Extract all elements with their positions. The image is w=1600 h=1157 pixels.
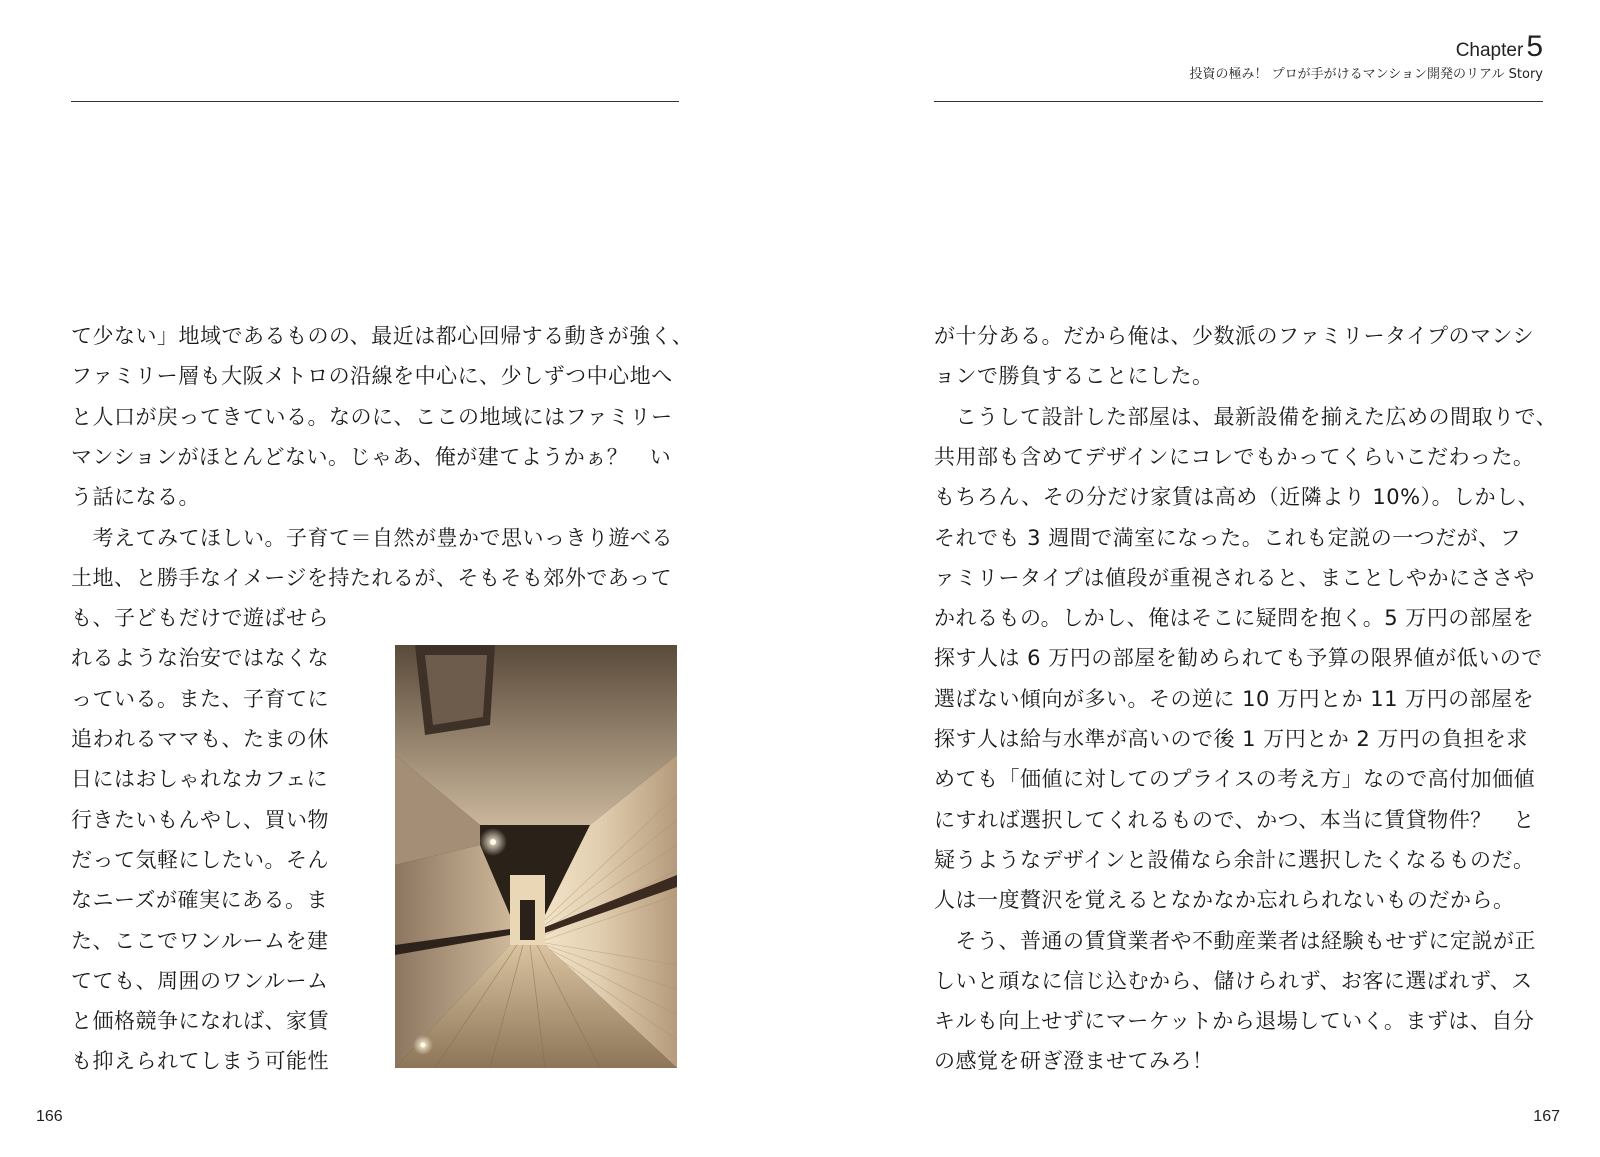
chapter-heading — [1456, 30, 1543, 64]
text-line: と人口が戻ってきている。なのに、ここの地域にはファミリー — [71, 404, 673, 429]
text-line: 行きたいもんやし、買い物 — [71, 807, 329, 832]
chapter-word: Chapter — [1455, 40, 1524, 61]
text-line: 探す人は 6 万円の部屋を勧められても予算の限界値が低いので — [934, 646, 1543, 671]
text-line: にすれば選択してくれるもので、かつ、本当に賃貸物件？ と — [934, 807, 1535, 832]
text-line: こうして設計した部屋は、最新設備を揃えた広めの間取りで、 — [934, 404, 1558, 429]
text-line: 疑うようなデザインと設備なら余計に選択したくなるものだ。 — [934, 847, 1535, 872]
header-rule-left — [71, 101, 679, 102]
corridor-photo — [395, 645, 677, 1068]
text-line: 探す人は給与水準が高いので後 1 万円とか 2 万円の負担を求 — [934, 727, 1528, 751]
text-line: 共用部も含めてデザインにコレでもかってくらいこだわった。 — [934, 444, 1535, 469]
text-line: の感覚を研ぎ澄ませてみろ！ — [934, 1049, 1214, 1074]
text-line: 選ばない傾向が多い。その逆に 10 万円とか 11 万円の部屋を — [934, 686, 1535, 711]
header-rule-right — [934, 101, 1543, 102]
text-line: しいと頑なに信じ込むから、儲けられず、お客に選ばれず、ス — [934, 968, 1533, 993]
text-line: なニーズが確実にある。ま — [71, 888, 328, 913]
text-line: めても「価値に対してのプライスの考え方」なので高付加価値 — [934, 767, 1536, 792]
text-line: う話になる。 — [71, 485, 200, 510]
text-line: が十分ある。だから俺は、少数派のファミリータイプのマンシ — [934, 324, 1535, 348]
text-line: と価格競争になれば、家賃 — [71, 1009, 329, 1034]
text-line: ョンで勝負することにした。 — [934, 364, 1214, 389]
text-line: た、ここでワンルームを建 — [71, 928, 329, 953]
text-line: て少ない」地域であるものの、最近は都心回帰する動きが強く、 — [71, 324, 694, 348]
text-line: 考えてみてほしい。子育て＝自然が豊かで思いっきり遊べる — [71, 525, 673, 550]
text-line: れるような治安ではなくな — [71, 646, 329, 671]
page-number-left: 166 — [36, 1108, 63, 1125]
text-line: ファミリー層も大阪メトロの沿線を中心に、少しずつ中心地へ — [71, 364, 673, 389]
text-line: 土地、と勝手なイメージを持たれるが、そもそも郊外であって — [71, 565, 673, 590]
text-line: キルも向上せずにマーケットから退場していく。まずは、自分 — [934, 1009, 1535, 1034]
text-line: 日にはおしゃれなカフェに — [71, 767, 328, 792]
right-page — [800, 0, 1600, 1157]
text-line: だって気軽にしたい。そん — [71, 847, 329, 872]
text-line: てても、周囲のワンルーム — [71, 968, 329, 993]
text-line: マンションがほとんどない。じゃあ、俺が建てようかぁ？ い — [71, 444, 672, 469]
text-line: 人は一度贅沢を覚えるとなかなか忘れられないものだから。 — [934, 888, 1515, 913]
text-line: も抑えられてしまう可能性 — [71, 1049, 329, 1074]
chapter-number: 5 — [1526, 30, 1543, 63]
text-line: それでも 3 週間で満室になった。これも定説の一つだが、フ — [934, 525, 1522, 550]
text-line: かれるもの。しかし、俺はそこに疑問を抱く。5 万円の部屋を — [934, 606, 1535, 631]
text-line: そう、普通の賃貸業者や不動産業者は経験もせずに定説が正 — [934, 928, 1536, 953]
corridor-photo-image — [395, 645, 677, 1068]
text-line: ァミリータイプは値段が重視されると、まことしやかにささや — [934, 565, 1535, 590]
chapter-subtitle: 投資の極み！ プロが手がけるマンション開発のリアル Story — [1189, 67, 1543, 82]
text-line: 追われるママも、たまの休 — [71, 727, 329, 751]
text-line: も、子どもだけで遊ばせら — [71, 606, 329, 631]
page-number-right: 167 — [1533, 1108, 1560, 1125]
text-line: っている。また、子育てに — [71, 686, 329, 711]
text-line: もちろん、その分だけ家賃は高め（近隣より 10%）。しかし、 — [934, 485, 1540, 510]
